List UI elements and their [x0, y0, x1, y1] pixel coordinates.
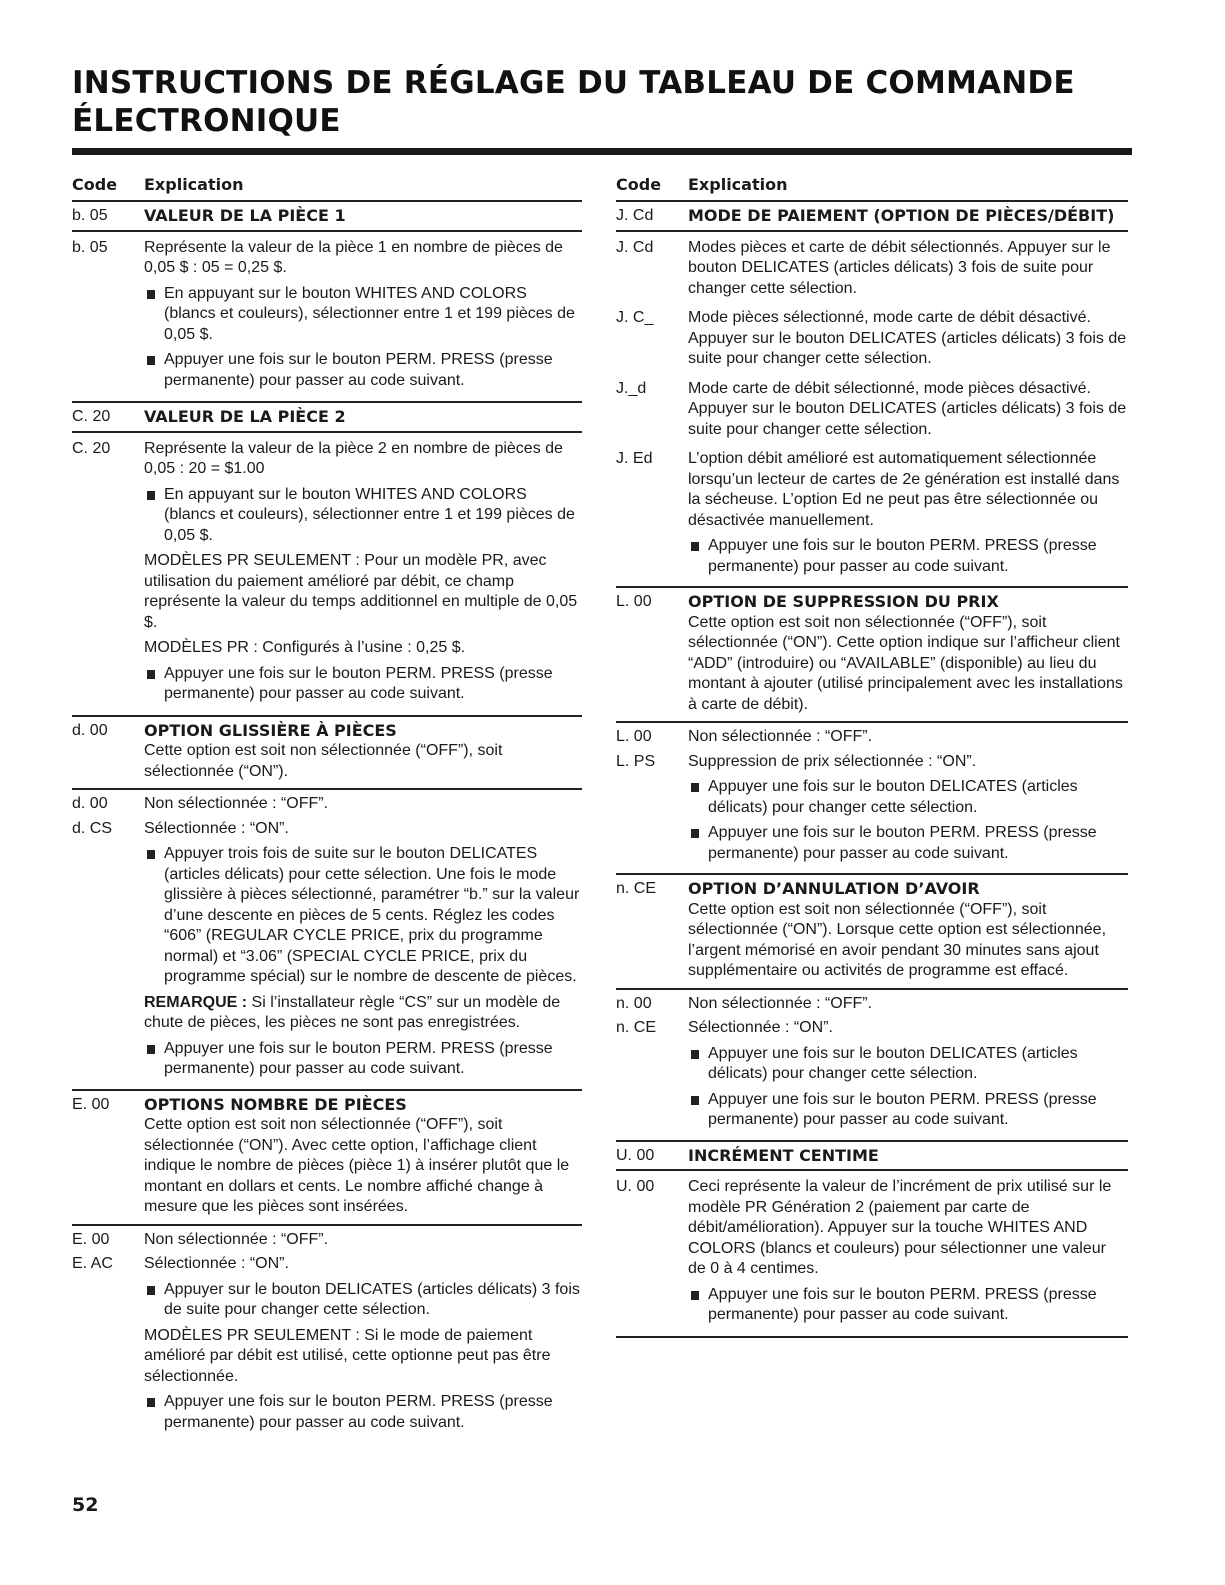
code-label: J._d	[616, 379, 647, 397]
remark-text	[144, 993, 582, 1034]
bullet-item	[688, 536, 1128, 577]
bullet-text: En appuyant sur le bouton WHITES AND COLORS (blancs et couleurs), sélectionner entre 1 et 199 pièces de 0,05 $.	[164, 284, 575, 343]
explanation-text: MODÈLES PR SEULEMENT : Si le mode de paiement amélioré par débit est utilisé, cette optionne peut pas être sélectionnée.	[144, 1326, 551, 1385]
bullet-item	[144, 1392, 582, 1433]
bullet-item	[688, 1285, 1128, 1326]
section-heading: OPTION D’ANNULATION D’AVOIR	[688, 879, 980, 898]
square-bullet-icon	[691, 829, 699, 838]
section-title-jcd	[616, 202, 1128, 232]
code-label: U. 00	[616, 1146, 655, 1164]
code-label: L. PS	[616, 752, 656, 770]
page-title	[72, 64, 1132, 140]
square-bullet-icon	[147, 670, 155, 679]
bullet-text: En appuyant sur le bouton WHITES AND COLORS (blancs et couleurs), sélectionner entre 1 et 199 pièces de 0,05 $.	[164, 485, 575, 544]
table-header	[616, 174, 1128, 202]
square-bullet-icon	[691, 1291, 699, 1300]
code-entry-d00	[72, 790, 582, 815]
explanation-text: Cette option est soit non sélectionnée (“OFF”), soit sélectionnée (“ON”). Cette option indique sur l’afficheur client “ADD” (introduire) ou “AVAILABLE” (disponible) au lieu du montant à ajouter (utilisé principalement avec les installations à carte de débit).	[688, 613, 1123, 713]
explanation-text: Sélectionnée : “ON”.	[688, 1019, 833, 1036]
table-header	[72, 174, 582, 202]
header-explication: Explication	[144, 175, 244, 194]
square-bullet-icon	[691, 542, 699, 551]
explanation-text: Suppression de prix sélectionnée : “ON”.	[688, 752, 977, 770]
explanation-text: Non sélectionnée : “OFF”.	[144, 795, 329, 812]
explanation-text: Ceci représente la valeur de l’incrément de prix utilisé sur le modèle PR Génération 2 (paiement par carte de débit/amélioration). Appuyer sur la touche WHITES AND COLORS (blancs et couleurs) pour sélectionner une valeur de 0 à 4 centimes.	[688, 1178, 1112, 1277]
remark-label: REMARQUE :	[144, 993, 248, 1011]
square-bullet-icon	[691, 1050, 699, 1059]
code-label: n. CE	[616, 880, 657, 897]
bullet-text: Appuyer trois fois de suite sur le bouton DELICATES (articles délicats) pour cette sélection. Une fois le mode glissière à pièces sélectionné, paramétrer “b.” sur la valeur d’une descente en pièces de 5 cents. Réglez les codes “606” (REGULAR CYCLE PRICE, prix du programme normal) et “3.06” (SPECIAL CYCLE PRICE, prix du programme spécial) sur le nombre de descente de pièces.	[164, 845, 580, 985]
square-bullet-icon	[691, 1096, 699, 1105]
section-heading: OPTIONS NOMBRE DE PIÈCES	[144, 1094, 407, 1114]
section-title-b05	[72, 202, 582, 232]
explanation-text: Mode pièces sélectionné, mode carte de débit désactivé. Appuyer sur le bouton DELICATES (articles délicats) 3 fois de suite pour changer cette sélection.	[688, 309, 1127, 367]
bullet-text: Appuyer une fois sur le bouton PERM. PRESS (presse permanente) pour passer au code suivant.	[164, 1393, 553, 1431]
bullet-text: Appuyer une fois sur le bouton PERM. PRESS (presse permanente) pour passer au code suivant.	[164, 664, 553, 702]
explanation-text: Non sélectionnée : “OFF”.	[144, 1230, 329, 1248]
title-divider	[72, 148, 1132, 155]
bullet-item	[144, 284, 582, 346]
title-line-2: ÉLECTRONIQUE	[72, 103, 341, 139]
code-label: L. 00	[616, 593, 652, 610]
section-title-l00	[616, 588, 1128, 723]
code-entry-dcs	[72, 815, 582, 1091]
explanation-text: Sélectionnée : “ON”.	[144, 1255, 289, 1272]
bullet-item	[144, 485, 582, 547]
explanation-text: Non sélectionnée : “OFF”.	[688, 728, 873, 745]
square-bullet-icon	[147, 1398, 155, 1407]
code-entry-e00	[72, 1226, 582, 1251]
explanation-text: Cette option est soit non sélectionnée (“OFF”), soit sélectionnée (“ON”). Avec cette option, l’affichage client indique le nombre de pièces (pièce 1) à insérer plutôt que le montant en dollars et cents. Le nombre affiché change à mesure que les pièces sont insérées.	[144, 1116, 570, 1215]
section-heading: VALEUR DE LA PIÈCE 2	[144, 407, 346, 426]
square-bullet-icon	[147, 356, 155, 365]
code-label: b. 05	[72, 207, 108, 224]
code-label: n. 00	[616, 994, 652, 1012]
code-label: E. 00	[72, 1095, 110, 1113]
square-bullet-icon	[691, 783, 699, 792]
square-bullet-icon	[147, 491, 155, 500]
bullet-text: Appuyer une fois sur le bouton PERM. PRESS (presse permanente) pour passer au code suivant.	[708, 537, 1097, 575]
code-label: n. CE	[616, 1019, 657, 1036]
code-entry-lps	[616, 748, 1128, 876]
explanation-text: Mode carte de débit sélectionné, mode pièces désactivé. Appuyer sur le bouton DELICATES (articles délicats) 3 fois de suite pour changer cette sélection.	[688, 379, 1127, 438]
section-heading: INCRÉMENT CENTIME	[688, 1145, 879, 1165]
section-heading: VALEUR DE LA PIÈCE 1	[144, 206, 346, 225]
square-bullet-icon	[147, 1045, 155, 1054]
code-entry-l00	[616, 723, 1128, 748]
code-entry-eac	[72, 1250, 582, 1438]
bullet-text: Appuyer une fois sur le bouton PERM. PRESS (presse permanente) pour passer au code suivant.	[164, 1039, 553, 1077]
bullet-item	[688, 777, 1128, 818]
code-label: d. CS	[72, 819, 113, 837]
explanation-text: L’option débit amélioré est automatiquement sélectionnée lorsqu’un lecteur de cartes de 2e génération est installé dans la sécheuse. L’option Ed ne peut pas être sélectionnée ou désactivée manuellement.	[688, 450, 1120, 529]
code-label: J. C_	[616, 309, 654, 326]
code-entry-jd	[616, 375, 1128, 446]
square-bullet-icon	[147, 850, 155, 859]
explanation-text: Cette option est soit non sélectionnée (“OFF”), soit sélectionnée (“ON”). Lorsque cette option est sélectionnée, l’argent mémorisé en avoir pendant 30 minutes sans ajout supplémentaire ou activités de programme est effacé.	[688, 900, 1107, 979]
bullet-item	[688, 1044, 1128, 1085]
code-label: U. 00	[616, 1178, 655, 1195]
square-bullet-icon	[147, 290, 155, 299]
code-entry-b05	[72, 232, 582, 404]
code-label: C. 20	[72, 408, 111, 425]
section-heading: OPTION DE SUPPRESSION DU PRIX	[688, 592, 999, 611]
section-title-e00	[72, 1091, 582, 1226]
explanation-text: Modes pièces et carte de débit sélectionnés. Appuyer sur le bouton DELICATES (articles délicats) 3 fois de suite pour changer cette sélection.	[688, 238, 1111, 297]
explanation-text: Représente la valeur de la pièce 2 en nombre de pièces de 0,05 : 20 = $1.00	[144, 439, 563, 477]
explanation-text: Sélectionnée : “ON”.	[144, 819, 289, 837]
bullet-text: Appuyer sur le bouton DELICATES (articles délicats) 3 fois de suite pour changer cette sélection.	[164, 1280, 580, 1318]
code-label: J. Cd	[616, 207, 654, 224]
section-title-u00	[616, 1142, 1128, 1172]
left-column	[72, 174, 582, 1438]
section-title-d00	[72, 717, 582, 791]
code-label: E. 00	[72, 1230, 110, 1248]
explanation-text: Représente la valeur de la pièce 1 en nombre de pièces de 0,05 $ : 05 = 0,25 $.	[144, 238, 563, 276]
right-column	[616, 174, 1128, 1338]
bullet-text: Appuyer une fois sur le bouton DELICATES (articles délicats) pour changer cette sélection.	[708, 778, 1078, 816]
explanation-text: MODÈLES PR : Configurés à l’usine : 0,25 $.	[144, 639, 466, 656]
bullet-text: Appuyer une fois sur le bouton PERM. PRESS (presse permanente) pour passer au code suivant.	[708, 1090, 1097, 1128]
bullet-item	[144, 664, 582, 705]
code-entry-n00	[616, 990, 1128, 1015]
bullet-item	[144, 1280, 582, 1321]
code-label: C. 20	[72, 439, 111, 457]
bullet-text: Appuyer une fois sur le bouton PERM. PRESS (presse permanente) pour passer au code suivant.	[708, 824, 1097, 862]
code-label: d. 00	[72, 721, 108, 739]
section-title-nce	[616, 875, 1128, 990]
code-entry-nce	[616, 1014, 1128, 1142]
code-label: L. 00	[616, 728, 652, 745]
code-label: J. Cd	[616, 238, 654, 256]
bullet-item	[144, 1039, 582, 1080]
bullet-item	[688, 823, 1128, 864]
code-label: d. 00	[72, 795, 108, 812]
header-code: Code	[72, 175, 118, 194]
page-number: 52	[72, 1494, 99, 1516]
section-heading: MODE DE PAIEMENT (OPTION DE PIÈCES/DÉBIT)	[688, 206, 1115, 225]
bullet-item	[144, 350, 582, 391]
header-code: Code	[616, 175, 662, 194]
explanation-text: MODÈLES PR SEULEMENT : Pour un modèle PR, avec utilisation du paiement amélioré par débit, ce champ représente la valeur du temps additionnel en multiple de 0,05 $.	[144, 552, 578, 631]
code-label: b. 05	[72, 238, 108, 256]
code-entry-u00	[616, 1171, 1128, 1338]
bullet-text: Appuyer une fois sur le bouton PERM. PRESS (presse permanente) pour passer au code suivant.	[164, 351, 553, 389]
explanation-text: Cette option est soit non sélectionnée (“OFF”), soit sélectionnée (“ON”).	[144, 742, 503, 780]
title-line-1: INSTRUCTIONS DE RÉGLAGE DU TABLEAU DE COMMANDE	[72, 65, 1075, 101]
explanation-text: Non sélectionnée : “OFF”.	[688, 994, 873, 1012]
bullet-item	[144, 844, 582, 988]
header-explication: Explication	[688, 175, 788, 194]
code-entry-jcd	[616, 232, 1128, 305]
bullet-text: Appuyer une fois sur le bouton DELICATES (articles délicats) pour changer cette sélection.	[708, 1044, 1078, 1082]
section-title-c20	[72, 403, 582, 433]
square-bullet-icon	[147, 1286, 155, 1295]
code-entry-c20	[72, 433, 582, 717]
code-label: J. Ed	[616, 450, 653, 467]
bullet-item	[688, 1090, 1128, 1131]
section-heading: OPTION GLISSIÈRE À PIÈCES	[144, 720, 397, 740]
code-entry-jc	[616, 304, 1128, 375]
code-entry-jed	[616, 445, 1128, 588]
bullet-text: Appuyer une fois sur le bouton PERM. PRESS (presse permanente) pour passer au code suivant.	[708, 1285, 1097, 1323]
remark-body: Si l’installateur règle “CS” sur un modèle de chute de pièces, les pièces ne sont pas enregistrées.	[144, 993, 561, 1031]
code-label: E. AC	[72, 1255, 113, 1272]
